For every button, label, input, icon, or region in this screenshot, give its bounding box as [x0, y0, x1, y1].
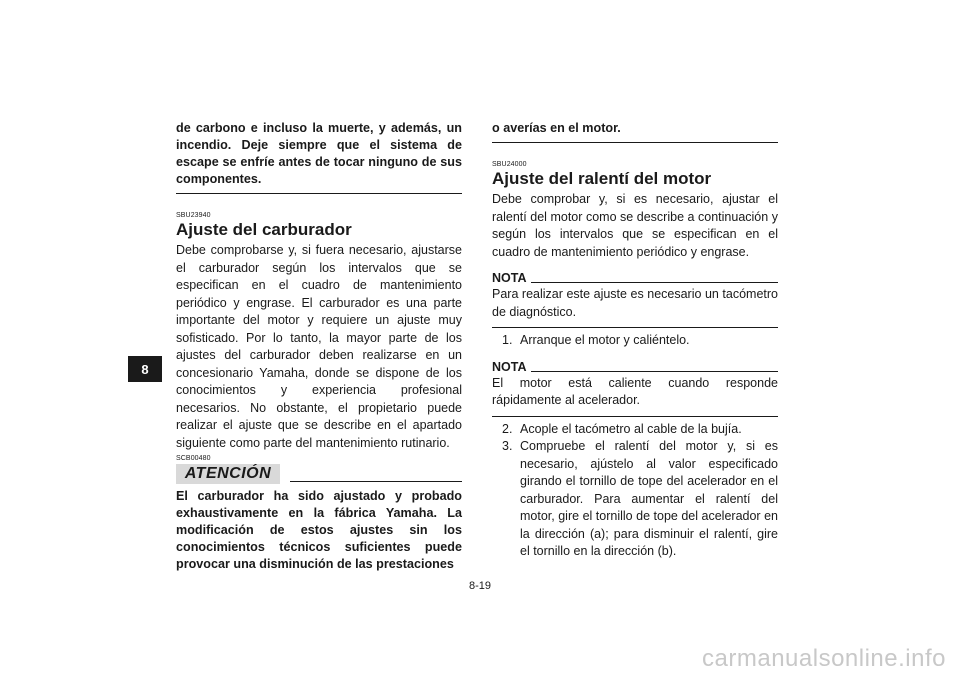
nota2-header	[492, 360, 778, 375]
nota1-end-rule	[492, 327, 778, 328]
nota2-end-rule	[492, 416, 778, 417]
carburetor-section-code: SBU23940	[176, 212, 211, 219]
caution-text: El carburador ha sido ajustado y probado exhaustivamente en la fábrica Yamaha. La modificación de estos ajustes sin los conocimientos técnicos suficientes puede provocar una disminución de las prestaciones	[176, 489, 462, 571]
caution-label: ATENCIÓN	[176, 464, 280, 484]
watermark: carmanualsonline.info	[702, 645, 946, 672]
carburetor-section-body: Debe comprobarse y, si fuera necesario, ajustarse el carburador según los intervalos que se especifican en el cuadro de mantenimiento periódico y engrase. El carburador es una parte importante del motor y requiere un ajuste muy sofisticado. Por lo tanto, la mayor parte de los ajustes del carburador deben realizarse en un concesionario Yamaha, donde se dispone de los conocimientos y experiencia profesional necesarios. No obstante, el propietario puede realizar el ajuste que se describe en el apartado siguiente como parte del mantenimiento rutinario.	[176, 243, 462, 450]
step3-text: Compruebe el ralentí del motor y, si es necesario, ajústelo al valor especificado girando el tornillo de tope del acelerador en el carburador. Para aumentar el ralentí del motor, gire el tornillo de tope del acelerador en la dirección (a); para disminuir el ralentí, gire el tornillo en la dirección (b).	[520, 439, 778, 558]
nota2-text: El motor está caliente cuando responde rápidamente al acelerador.	[492, 375, 778, 407]
steps-list-2	[492, 421, 778, 561]
chapter-tab: 8	[128, 356, 162, 382]
nota1-label: NOTA	[492, 271, 527, 285]
left-column	[176, 120, 462, 573]
right-column	[492, 120, 778, 561]
carburetor-section-title: Ajuste del carburador	[176, 220, 352, 239]
list-item	[492, 332, 778, 350]
idle-section-title: Ajuste del ralentí del motor	[492, 169, 712, 188]
caution-rule	[290, 481, 462, 482]
page-number: 8-19	[468, 580, 492, 592]
step3-num: 3.	[502, 439, 513, 453]
nota1-text: Para realizar este ajuste es necesario un tacómetro de diagnóstico.	[492, 287, 778, 319]
caution-continuation: o averías en el motor.	[492, 121, 621, 135]
list-item	[492, 421, 778, 439]
step1-text: Arranque el motor y caliéntelo.	[520, 333, 690, 347]
idle-section-code: SBU24000	[492, 161, 527, 168]
list-item	[492, 438, 778, 561]
warning-continuation: de carbono e incluso la muerte, y además, un incendio. Deje siempre que el sistema de escape se enfríe antes de tocar ninguno de sus componentes.	[176, 121, 462, 186]
steps-list-1	[492, 332, 778, 350]
idle-section-body: Debe comprobar y, si es necesario, ajustar el ralentí del motor como se describe a continuación y según los intervalos que se especifican en el cuadro de mantenimiento periódico y engrase.	[492, 192, 778, 259]
step1-num: 1.	[502, 333, 513, 347]
nota1-rule	[531, 282, 779, 283]
caution-header	[176, 463, 462, 485]
step2-text: Acople el tacómetro al cable de la bujía.	[520, 421, 742, 436]
step2-num: 2.	[502, 421, 513, 436]
nota2-label: NOTA	[492, 359, 527, 374]
caution-code: SCB00480	[176, 455, 211, 462]
nota2-rule	[531, 371, 779, 372]
nota1-header	[492, 271, 778, 286]
